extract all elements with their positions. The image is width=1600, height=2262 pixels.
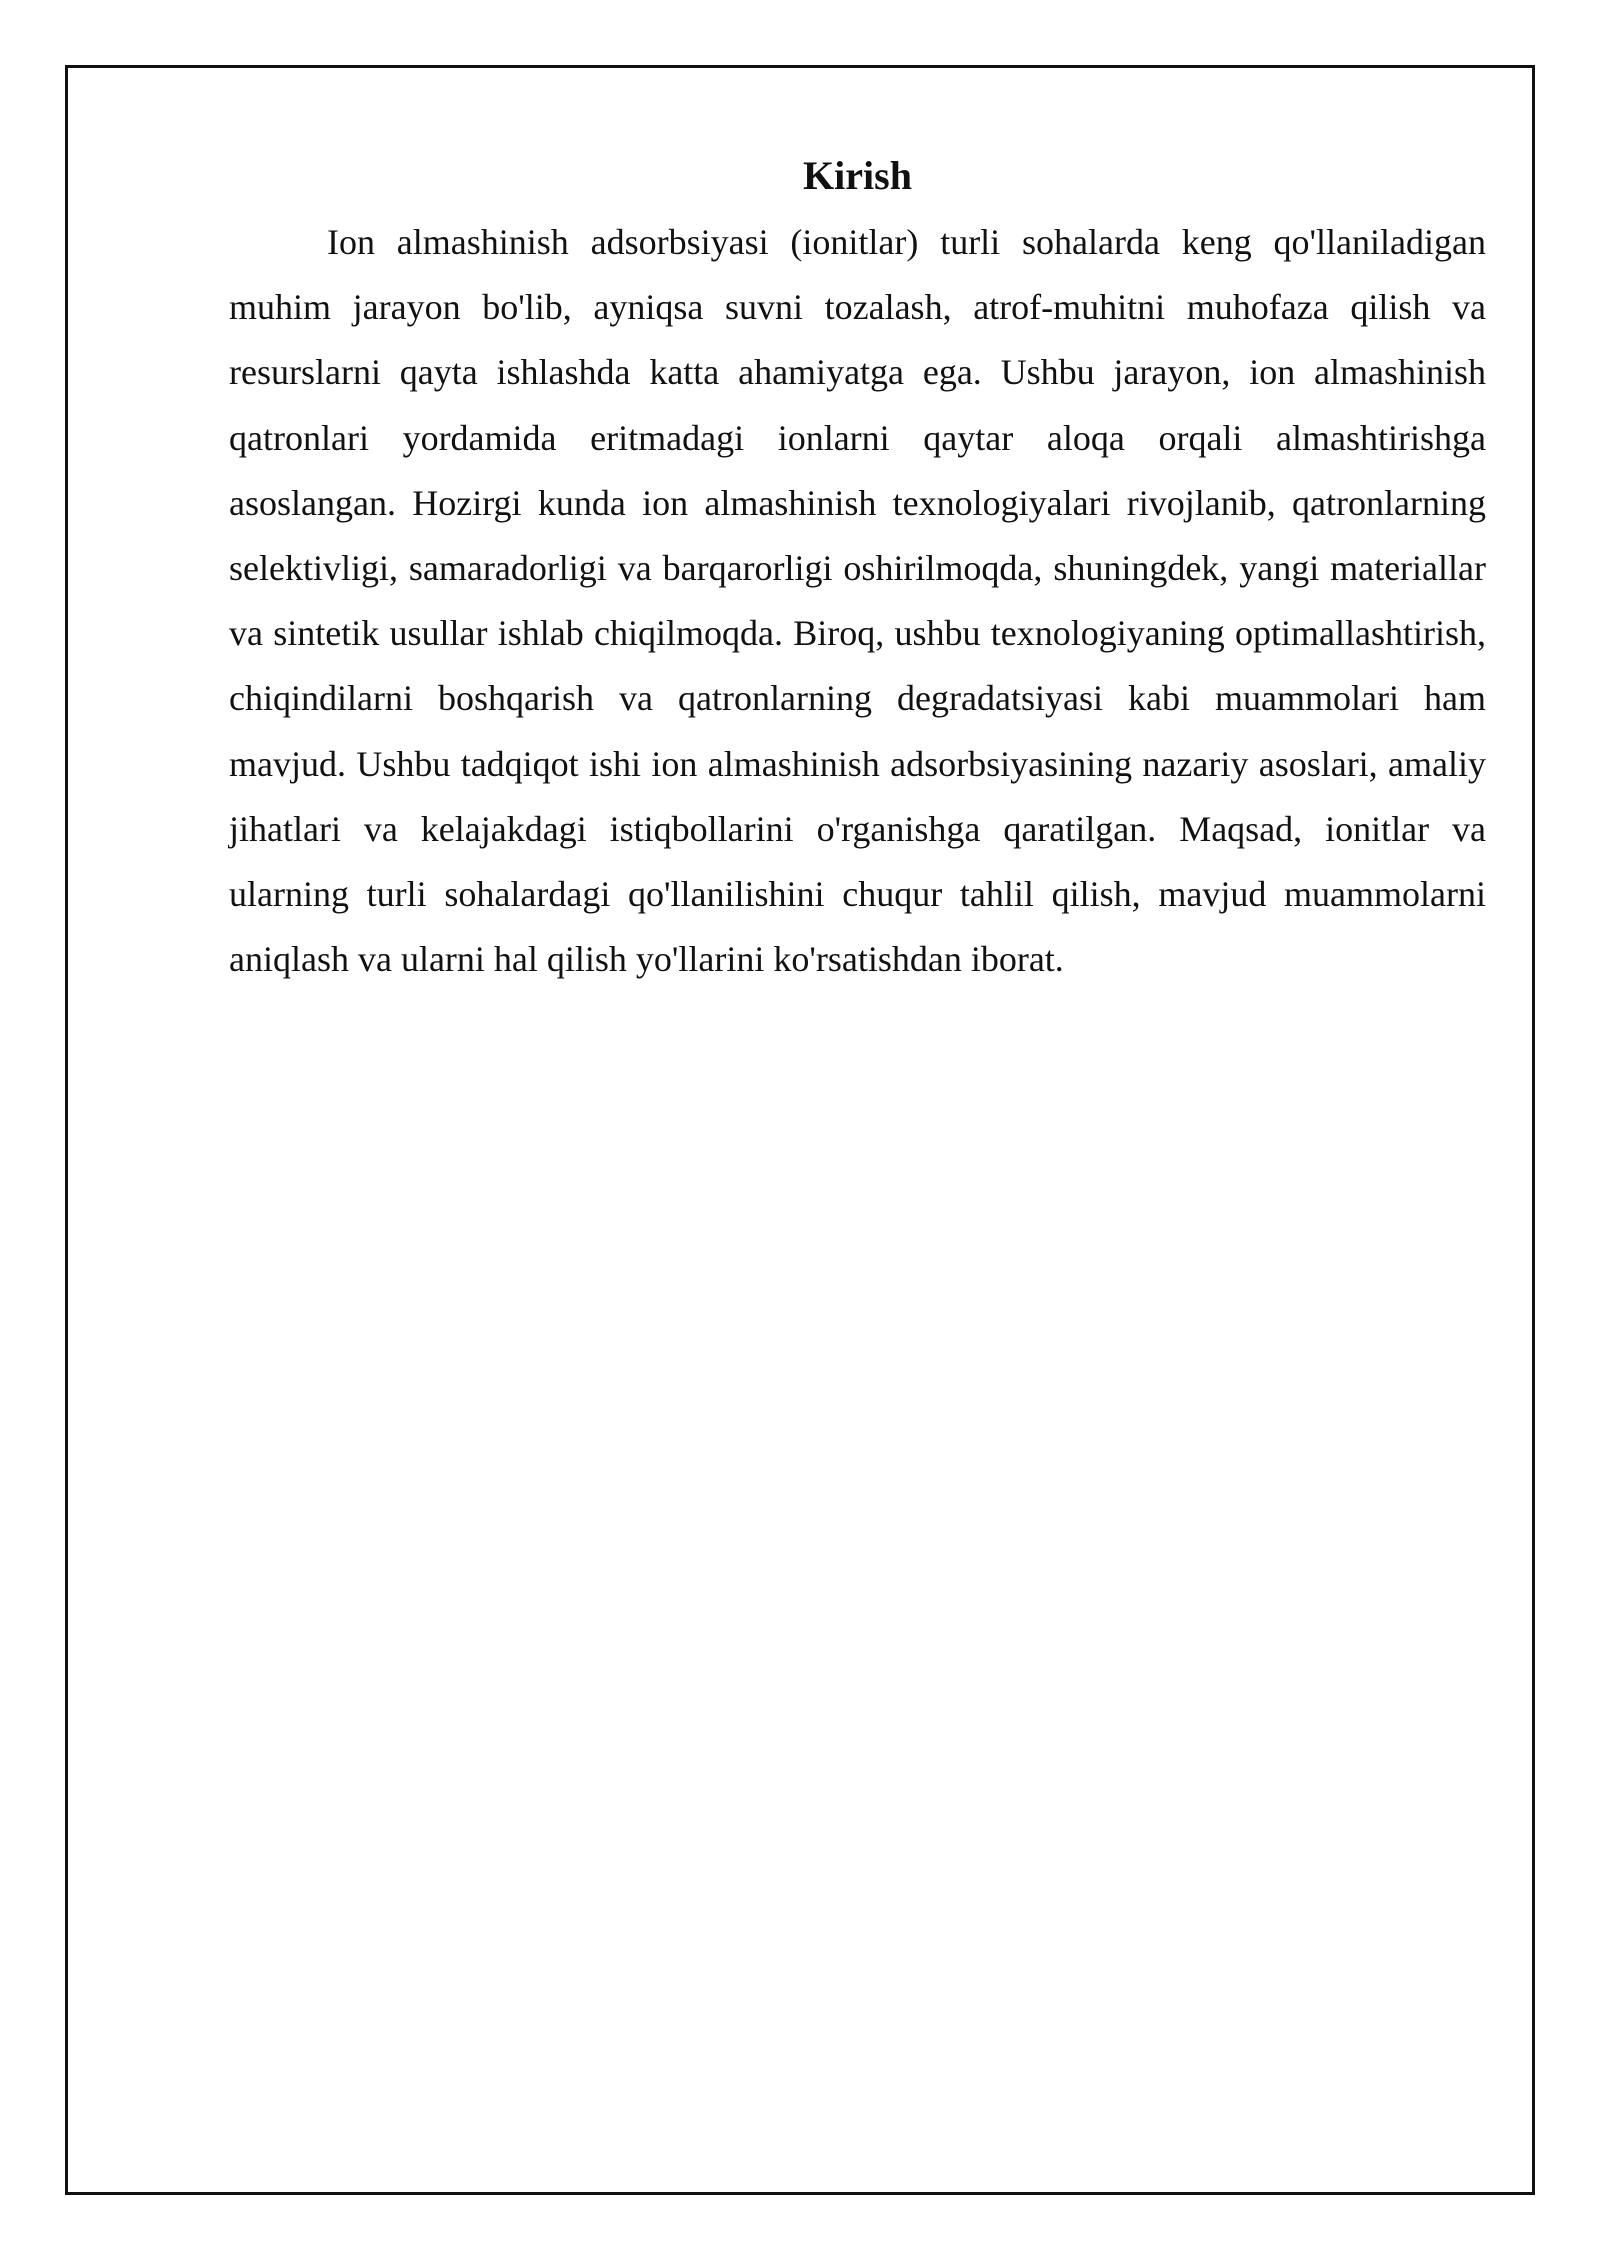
section-heading: Kirish (803, 153, 912, 198)
intro-paragraph: Ion almashinish adsorbsiyasi (ionitlar) turli sohalarda keng qo'llaniladigan muhim jarayon bo'lib, ayniqsa suvni tozalash, atrof-muhitni muhofaza qilish va resurslarni qayta ishlashda katta ahamiyatga ega. Ushbu jarayon, ion almashinish qatronlari yordamida eritmadagi ionlarni qaytar aloqa orqali almashtirishga asoslangan. Hozirgi kunda ion almashinish texnologiyalari rivojlanib, qatronlarning selektivligi, samaradorligi va barqarorligi oshirilmoqda, shuningdek, yangi materiallar va sintetik usullar ishlab chiqilmoqda. Biroq, ushbu texnologiyaning optimallashtirish, chiqindilarni boshqarish va qatronlarning degradatsiyasi kabi muammolari ham mavjud. Ushbu tadqiqot ishi ion almashinish adsorbsiyasining nazariy asoslari, amaliy jihatlari va kelajakdagi istiqbollarini o'rganishga qaratilgan. Maqsad, ionitlar va ularning turli sohalardagi qo'llanilishini chuqur tahlil qilish, mavjud muammolarni aniqlash va ularni hal qilish yo'llarini ko'rsatishdan iborat. (229, 222, 1486, 980)
page-content (229, 148, 1486, 992)
